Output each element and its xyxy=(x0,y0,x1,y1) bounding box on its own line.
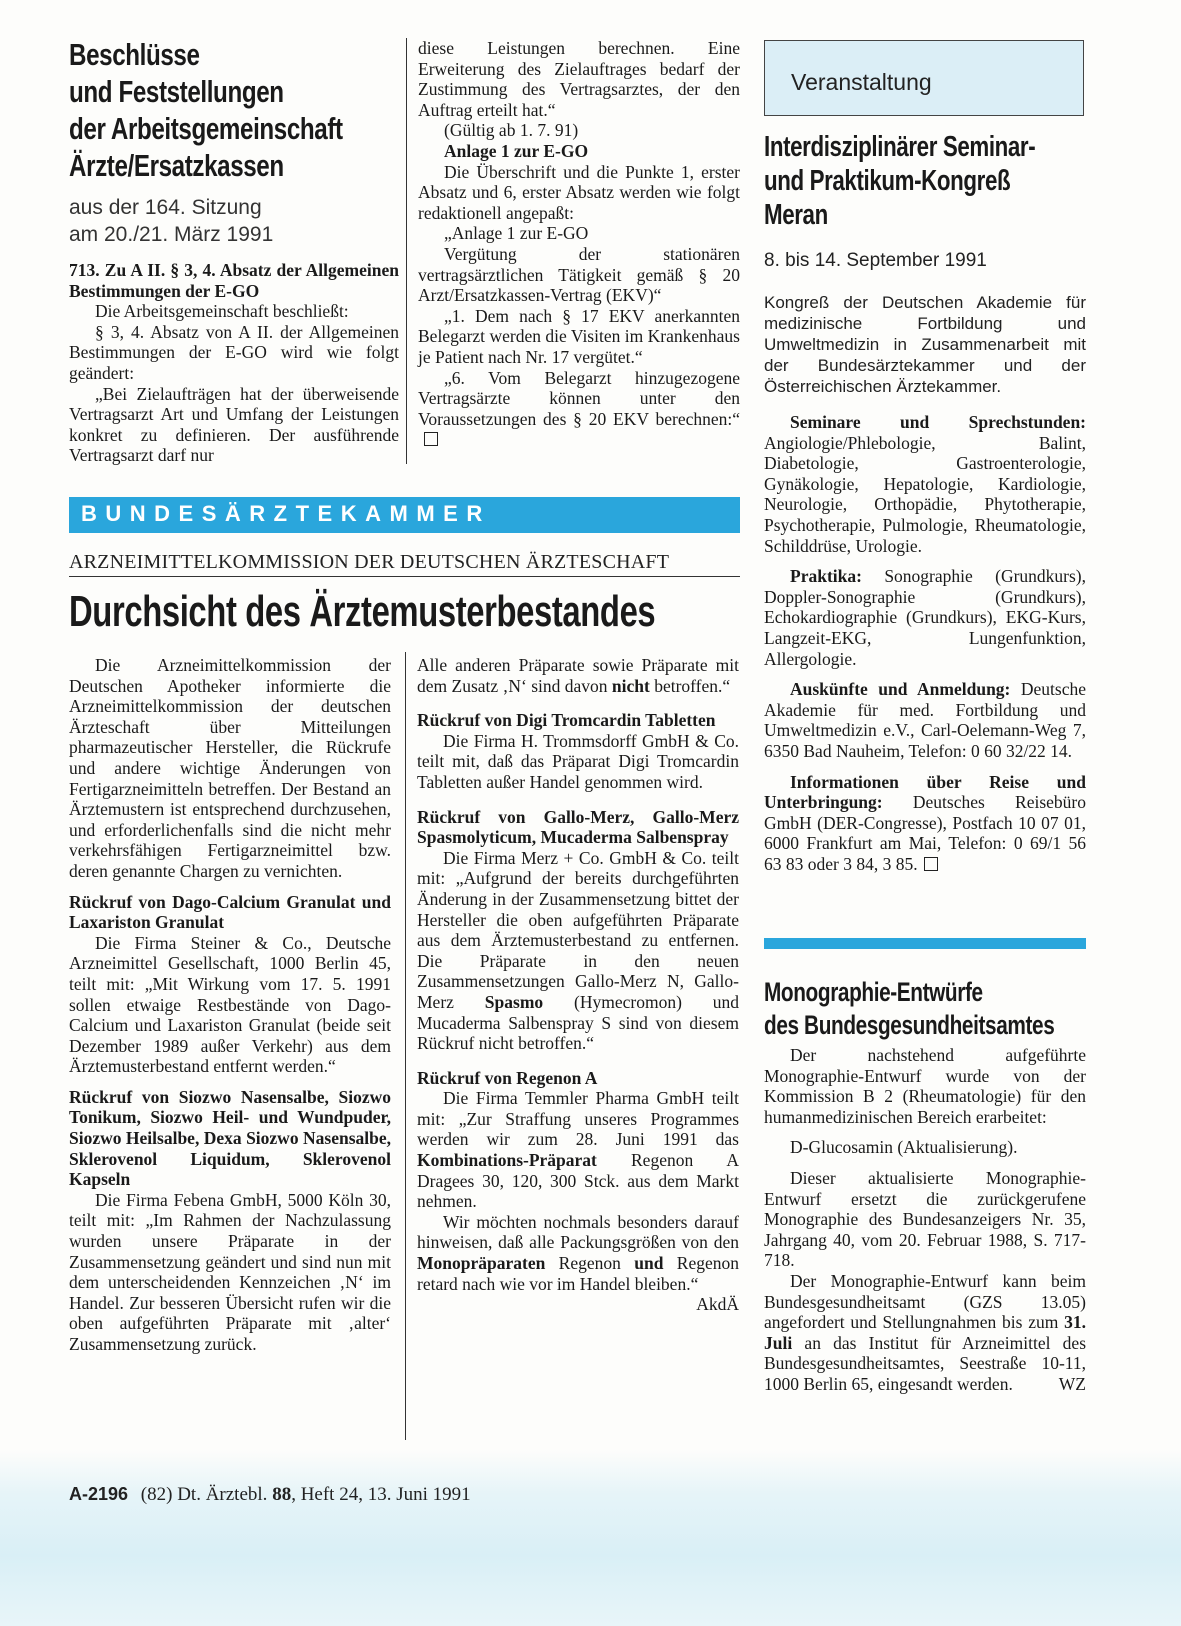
kicker: ARZNEIMITTELKOMMISSION DER DEUTSCHEN ÄRZTESCHAFT xyxy=(69,551,670,573)
bak-headline: Durchsicht des Ärztemusterbestandes xyxy=(69,587,656,636)
paragraph: Die Arbeitsgemeinschaft beschließt: xyxy=(95,301,349,322)
item-title: 713. Zu A II. § 3, 4. Absatz der Allgemeinen Bestimmungen der E-GO xyxy=(69,260,399,301)
paragraph: „1. Dem nach § 17 EKV anerkannten Belegarzt werden die Visiten im Krankenhaus je Patient nach Nr. 17 vergütet.“ xyxy=(418,305,740,367)
paragraph: Praktika: Sonographie (Grundkurs), Doppler-Sonographie (Grundkurs), Echokardiographie (Grundkurs), EKG-Kurs, Langzeit-EKG, Lungenfunktion, Allergologie. xyxy=(764,566,1087,669)
paragraph: Die Firma H. Trommsdorff GmbH & Co. teilt mit, daß das Präparat Digi Tromcardin Tabletten außer Handel genommen wird. xyxy=(417,730,739,792)
bak-column-2 xyxy=(417,655,739,1315)
validity-note: (Gültig ab 1. 7. 91) xyxy=(444,120,579,141)
paragraph: Der nachstehend aufgeführte Monographie-Entwurf wurde von der Kommission B 2 (Rheumatologie) für den humanmedizinischen Bereich erarbeitet: xyxy=(764,1045,1086,1127)
paragraph: „Bei Zielaufträgen hat der überweisende Vertragsarzt Art und Umfang der Leistungen konkret zu definieren. Der ausführende Vertragsarzt darf nur xyxy=(69,383,399,466)
column-divider xyxy=(406,38,407,464)
paragraph: Auskünfte und Anmeldung: Deutsche Akademie für med. Fortbildung und Umweltmedizin e.V., Carl-Oelemann-Weg 7, 6350 Bad Nauheim, Telefon: 0 60 32/22 14. xyxy=(764,679,1087,761)
recall-title: Rückruf von Dago-Calcium Granulat und Laxariston Granulat xyxy=(69,891,391,933)
paragraph: „Anlage 1 zur E-GO xyxy=(444,223,589,244)
event-headline: Interdisziplinärer Seminar- und Praktikum-Kongreß Meran xyxy=(764,131,1036,231)
mono-text xyxy=(764,1045,1086,1395)
recall-title: Rückruf von Digi Tromcardin Tabletten xyxy=(417,710,716,731)
paragraph: § 3, 4. Absatz von A II. der Allgemeinen Bestimmungen der E-GO wird wie folgt geändert: xyxy=(69,321,399,383)
footer-citation: A-2196 (82) Dt. Ärztebl. 88, Heft 24, 13. Juni 1991 xyxy=(69,1484,471,1505)
signature: WZ xyxy=(1058,1373,1086,1394)
beschluesse-headline: Beschlüsse und Feststellungen der Arbeitsgemeinschaft Ärzte/Ersatzkassen xyxy=(69,37,343,183)
paragraph: Seminare und Sprechstunden: Angiologie/Phlebologie, Balint, Diabetologie, Gastroenterologie, Gynäkologie, Hepatologie, Kardiologie, Neurologie, Orthopädie, Phytotherapie, Psychotherapie, Pulmologie, Rheumatologie, Schilddrüse, Urologie. xyxy=(764,412,1086,556)
paragraph: D-Glucosamin (Aktualisierung). xyxy=(790,1137,1018,1158)
page-number: A-2196 xyxy=(69,1484,129,1504)
paragraph: Die Arzneimittelkommission der Deutschen Apotheker informierte die Arzneimittelkommission der deutschen Ärzteschaft über Mitteilungen pharmazeutischer Hersteller, die Rückrufe und andere wichtige Änderungen von Fertigarzneimitteln betreffen. Der Bestand an Ärztemustern ist entsprechend durchzusehen, und erforderlichenfalls sind die nicht mehr verkehrsfähigen Fertigarzneimittel bzw. deren genannte Chargen zu vernichten. xyxy=(69,655,391,881)
beschluesse-subline: aus der 164. Sitzung am 20./21. März 1991 xyxy=(69,196,274,246)
signature: AkdÄ xyxy=(696,1294,739,1315)
paragraph: Die Firma Merz + Co. GmbH & Co. teilt mit: „Aufgrund der bereits durchgeführten Änderung in der Zusammensetzung bittet der Hersteller die oben aufgeführten Präparate aus dem Ärztemusterbestand zu entfernen. Die Präparate in den neuen Zusammensetzungen Gallo-Merz N, Gallo-Merz Spasmo (Hymecromon) und Mucaderma Salbenspray S sind von diesem Rückruf nicht betroffen.“ xyxy=(417,847,739,1054)
end-of-article-icon xyxy=(424,432,438,446)
paragraph: Wir möchten nochmals besonders darauf hinweisen, daß alle Packungsgrößen von den Monopräparaten Regenon und Regenon retard nach wie vor im Handel bleiben.“ AkdÄ xyxy=(417,1211,739,1315)
paragraph: „6. Vom Belegarzt hinzugezogene Vertragsärzte können unter den Voraussetzungen des § 20 EKV berechnen:“ xyxy=(418,368,740,450)
event-details xyxy=(764,412,1086,874)
mono-headline: Monographie-Entwürfe des Bundesgesundheitsamtes xyxy=(764,977,1055,1040)
bak-column-1 xyxy=(69,655,391,1355)
accent-bar xyxy=(764,938,1086,949)
paragraph: Dieser aktualisierte Monographie-Entwurf ersetzt die zurückgerufene Monographie des Bundesanzeigers Nr. 35, Jahrgang 40, vom 20. Februar 1988, S. 717-718. xyxy=(764,1167,1086,1271)
footer-band xyxy=(0,1450,1181,1626)
anlage-heading: Anlage 1 zur E-GO xyxy=(444,140,589,161)
paragraph: Vergütung der stationären vertragsärztlichen Tätigkeit gemäß § 20 Arzt/Ersatzkassen-Vertrag (EKV)“ xyxy=(418,243,740,306)
paragraph: Die Firma Temmler Pharma GmbH teilt mit: „Zur Straffung unseres Programmes werden wir zum 28. Juni 1991 das Kombinations-Präparat Regenon A Dragees 30, 120, 300 Stck. aus dem Markt nehmen. xyxy=(417,1088,739,1212)
paragraph: Die Überschrift und die Punkte 1, erster Absatz und 6, erster Absatz werden wie folgt redaktionell angepaßt: xyxy=(418,161,740,223)
beschluesse-continued xyxy=(418,38,740,450)
paragraph: Die Firma Steiner & Co., Deutsche Arzneimittel Gesellschaft, 1000 Berlin 45, teilt mit: „Mit Wirkung vom 17. 5. 1991 sollen etwaige Restbestände von Dago-Calcium und Laxariston Granulat (beide seit Dezember 1989 außer Verkehr) aus dem Ärztemusterbestand entfernt werden.“ xyxy=(69,932,391,1077)
paragraph: Der Monographie-Entwurf kann beim Bundesgesundheitsamt (GZS 13.05) angefordert und Stellungnahmen bis zum 31. Juli an das Institut für Arzneimittel des Bundesgesundheitsamtes, Seestraße 10-11, 1000 Berlin 65, eingesandt werden. WZ xyxy=(764,1270,1087,1394)
paragraph: Alle anderen Präparate sowie Präparate mit dem Zusatz ‚N‘ sind davon nicht betroffen.“ xyxy=(417,655,739,696)
column-divider xyxy=(405,652,406,1440)
paragraph: Die Firma Febena GmbH, 5000 Köln 30, teilt mit: „Im Rahmen der Nachzulassung wurden unsere Präparate in der Zusammensetzung geändert und sind nun mit dem unterscheidenden Kennzeichen ‚N‘ im Handel. Zur besseren Übersicht rufen wir die oben aufgeführten Präparate mit ‚alter‘ Zusammensetzung zurück. xyxy=(69,1189,391,1354)
kicker-rule xyxy=(69,576,740,577)
recall-title: Rückruf von Gallo-Merz, Gallo-Merz Spasmolyticum, Mucaderma Salbenspray xyxy=(417,806,739,848)
section-banner: BUNDESÄRZTEKAMMER xyxy=(69,497,740,533)
event-date: 8. bis 14. September 1991 xyxy=(764,250,987,271)
event-label-box: Veranstaltung xyxy=(764,40,1084,116)
recall-title: Rückruf von Regenon A xyxy=(417,1067,598,1088)
beschluesse-article xyxy=(69,36,399,466)
end-of-article-icon xyxy=(924,857,938,871)
paragraph: diese Leistungen berechnen. Eine Erweiterung des Zielauftrages bedarf der Zustimmung des Vertragsarztes, der den Auftrag erteilt hat.“ xyxy=(418,38,740,120)
paragraph: Informationen über Reise und Unterbringung: Deutsches Reisebüro GmbH (DER-Congresse), Postfach 10 07 01, 6000 Frankfurt am Mai, Telefon: 0 69/1 56 63 83 oder 3 84, 3 85. xyxy=(764,771,1086,874)
event-intro: Kongreß der Deutschen Akademie für medizinische Fortbildung und Umweltmedizin in Zusammenarbeit mit der Bundesärztekammer und der Österreichischen Ärztekammer. xyxy=(764,293,1086,396)
recall-title: Rückruf von Siozwo Nasensalbe, Siozwo Tonikum, Siozwo Heil- und Wundpuder, Siozwo Heilsalbe, Dexa Siozwo Nasensalbe, Sklerovenol Liquidum, Sklerovenol Kapseln xyxy=(69,1086,391,1190)
